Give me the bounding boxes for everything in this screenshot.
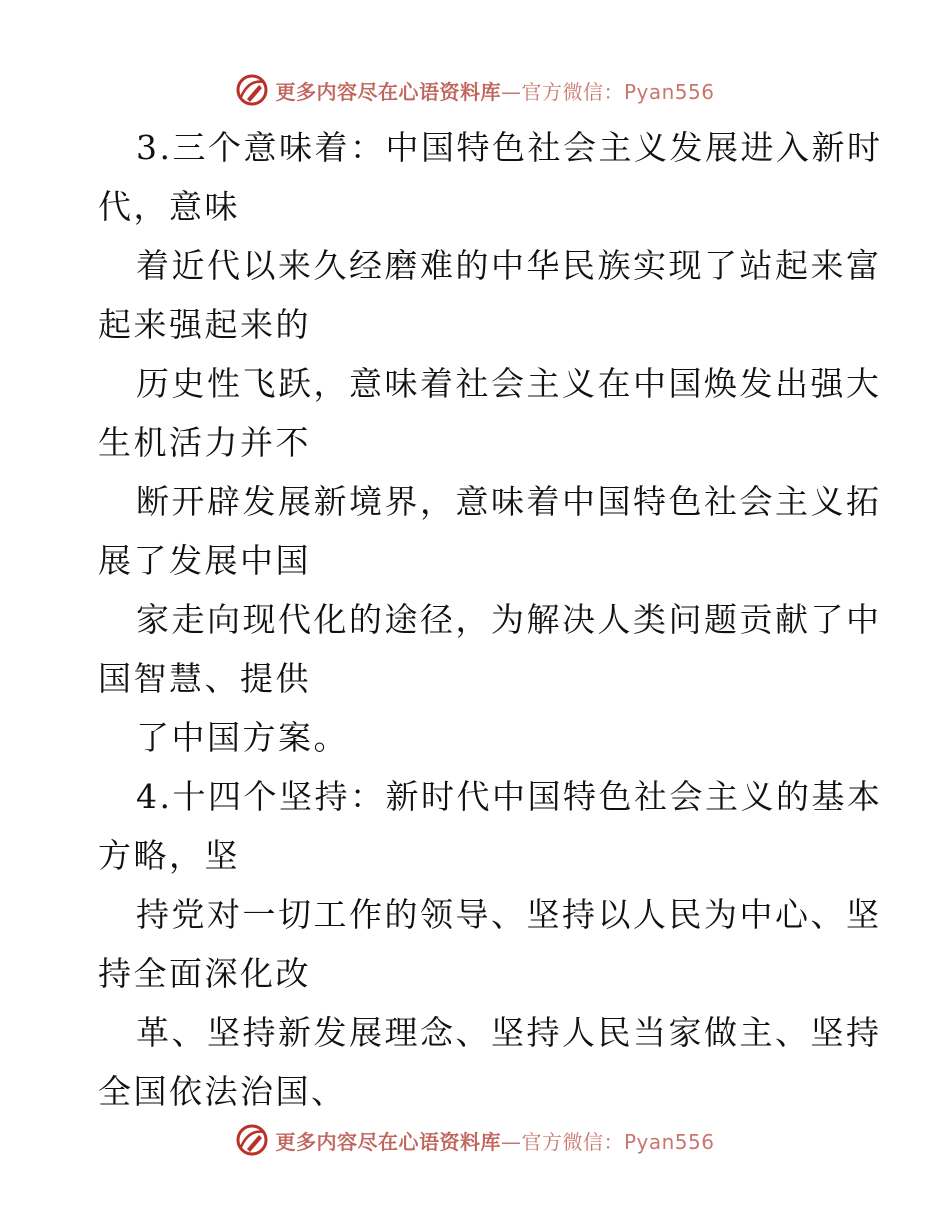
footer-banner-text bbox=[275, 1126, 714, 1155]
body-line: 持党对一切工作的领导、坚持以人民为中心、坚 bbox=[136, 895, 882, 934]
header-banner-tail: —官方微信：Pyan556 bbox=[500, 79, 715, 104]
body-line: 革、坚持新发展理念、坚持人民当家做主、坚持 bbox=[136, 1013, 882, 1052]
body-line: 3.三个意味着：中国特色社会主义发展进入新时 bbox=[136, 128, 883, 167]
footer-banner-tail: —官方微信：Pyan556 bbox=[500, 1129, 715, 1154]
body-line: 生机活力并不 bbox=[98, 423, 311, 462]
document-body bbox=[98, 118, 883, 1121]
body-line: 持全面深化改 bbox=[98, 954, 311, 993]
header-banner bbox=[0, 70, 950, 110]
body-line: 全国依法治国、 bbox=[98, 1072, 347, 1111]
body-line: 方略，坚 bbox=[98, 836, 240, 875]
body-line: 家走向现代化的途径，为解决人类问题贡献了中 bbox=[136, 600, 882, 639]
header-banner-lead: 更多内容尽在心语资料库 bbox=[275, 79, 501, 104]
body-line: 4.十四个坚持：新时代中国特色社会主义的基本 bbox=[136, 777, 883, 816]
body-line: 着近代以来久经磨难的中华民族实现了站起来富 bbox=[136, 246, 882, 285]
body-line: 历史性飞跃，意味着社会主义在中国焕发出强大 bbox=[136, 364, 882, 403]
footer-banner bbox=[0, 1120, 950, 1160]
body-line: 代，意味 bbox=[98, 187, 240, 226]
body-line: 了中国方案。 bbox=[136, 718, 349, 757]
body-line: 起来强起来的 bbox=[98, 305, 311, 344]
header-banner-text bbox=[275, 76, 714, 105]
footer-banner-lead: 更多内容尽在心语资料库 bbox=[275, 1129, 501, 1154]
body-line: 国智慧、提供 bbox=[98, 659, 311, 698]
body-line: 展了发展中国 bbox=[98, 541, 311, 580]
body-line: 断开辟发展新境界，意味着中国特色社会主义拓 bbox=[136, 482, 882, 521]
pen-circle-logo-icon bbox=[235, 73, 269, 107]
pen-circle-logo-icon bbox=[235, 1123, 269, 1157]
